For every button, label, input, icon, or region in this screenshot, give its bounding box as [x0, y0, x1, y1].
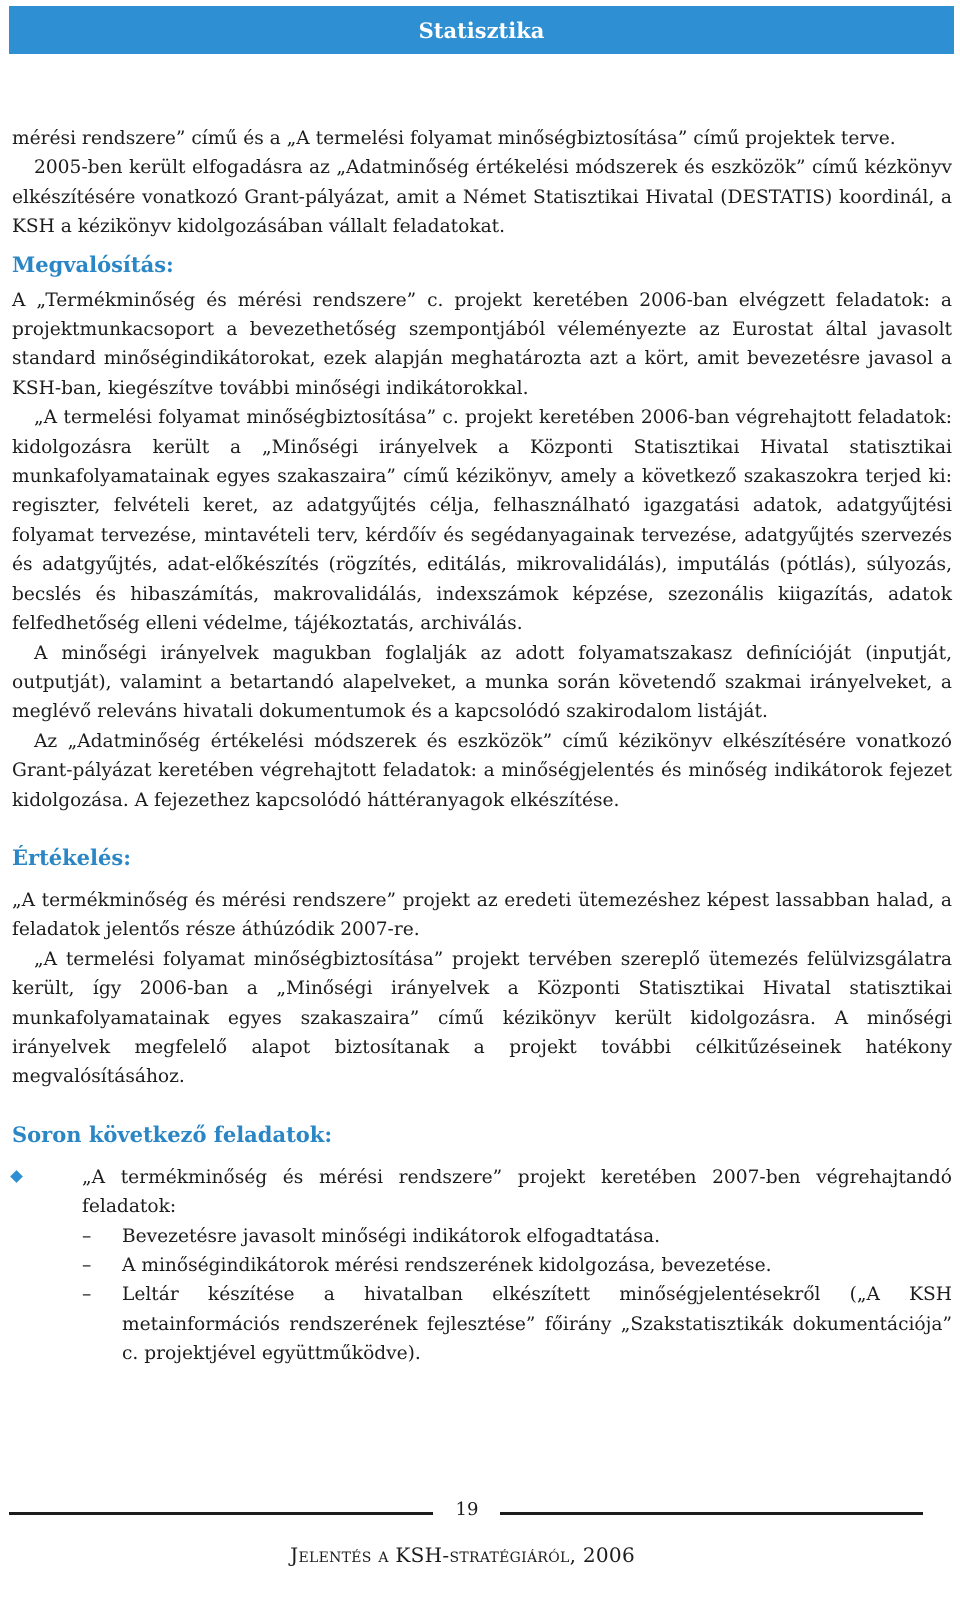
ertekeles-paragraph-2: „A termelési folyamat minőségbiztosítása” projekt tervében szereplő ütemezés felülvizsgálatra került, így 2006-ban a „Minőségi irányelvek a Központi Statisztikai Hivatal statisztikai munkafolyamatainak egyes szakaszaira” című kézikönyv került kidolgozásra. A minőségi irányelvek megfelelő alapot biztosítanak a projekt további célkitűzéseinek hatékony megvalósításához. — [12, 948, 952, 1088]
dash-marker: – — [82, 1284, 92, 1306]
subtask-item — [82, 1251, 952, 1280]
subtask-item — [82, 1222, 952, 1251]
dash-marker: – — [82, 1225, 92, 1247]
megvalositas-paragraph-1: A „Termékminőség és mérési rendszere” c. projekt keretében 2006-ban elvégzett feladatok: a projektmunkacsoport a bevezethetőség szempontjából véleményezte az Eurostat által javasolt standard minőségindikátorokat, ezek alapján meghatározta azt a kört, amit bevezetésre javasol a KSH-ban, kiegészítve további minőségi indikátorokkal. — [12, 289, 952, 399]
footer-rule-right — [500, 1512, 923, 1515]
task-sublist — [82, 1222, 952, 1369]
main-content — [12, 124, 952, 1369]
task-bullet — [12, 1163, 952, 1369]
diamond-bullet-icon — [10, 1170, 23, 1183]
heading-ertekeles: Értékelés: — [12, 844, 131, 870]
subtask-text: Bevezetésre javasolt minőségi indikátorok elfogadtatása. — [122, 1225, 660, 1247]
page-number: 19 — [455, 1499, 479, 1520]
footer-rule-left — [9, 1512, 433, 1515]
megvalositas-paragraph-3: A minőségi irányelvek magukban foglalják az adott folyamatszakasz definícióját (inputját, outputját), valamint a betartandó alapelveket, a munka során követendő szakmai irányelveket, a meglévő releváns hivatali dokumentumok és a kapcsolódó szakirodalom listáját. — [12, 642, 952, 723]
subtask-item — [82, 1280, 952, 1368]
heading-soron-kovetkezo: Soron következő feladatok: — [12, 1121, 333, 1147]
megvalositas-paragraph-2: „A termelési folyamat minőségbiztosítása” c. projekt keretében 2006-ban végrehajtott feladatok: kidolgozásra került a „Minőségi irányelvek a Központi Statisztikai Hivatal statisztikai munkafolyamatainak egyes szakaszaira” című kézikönyv, amely a következő szakaszokra terjed ki: regiszter, felvételi keret, az adatgyűjtés célja, felhasználható igazgatási adatok, adatgyűjtési folyamat tervezése, mintavételi terv, kérdőív és segédanyagainak tervezése, adatgyűjtés szervezés és adatgyűjtés, adat-előkészítés (rögzítés, editálás, mikrovalidálás), imputálás (pótlás), súlyozás, becslés és hibaszámítás, makrovalidálás, indexszámok képzése, szezonális kiigazítás, adatok felfedhetőség elleni védelme, tájékoztatás, archiválás. — [12, 407, 952, 635]
footer-title: Jelentés a KSH-stratégiáról, 2006 — [290, 1543, 635, 1567]
megvalositas-paragraph-4: Az „Adatminőség értékelési módszerek és eszközök” című kézikönyv elkészítésére vonatkozó Grant-pályázat keretében végrehajtott feladatok: a minőségjelentés és minőség indikátorok fejezet kidolgozása. A fejezethez kapcsolódó háttéranyagok elkészítése. — [12, 730, 952, 811]
subtask-text: Leltár készítése a hivatalban elkészített minőségjelentésekről („A KSH metainformációs rendszerének fejlesztése” főirány „Szakstatisztikák dokumentációja” c. projektjével együttműködve). — [122, 1284, 952, 1365]
task-list — [12, 1163, 952, 1369]
intro-paragraph-2: 2005-ben került elfogadásra az „Adatminőség értékelési módszerek és eszközök” című kézkönyv elkészítésére vonatkozó Grant-pályázat, amit a Német Statisztikai Hivatal (DESTATIS) koordinál, a KSH a kézikönyv kidolgozásában vállalt feladatokat. — [12, 157, 952, 238]
dash-marker: – — [82, 1255, 92, 1276]
subtask-text: A minőségindikátorok mérési rendszerének kidolgozása, bevezetése. — [122, 1255, 772, 1276]
intro-paragraph-1: mérési rendszere” című és a „A termelési folyamat minőségbiztosítása” című projektek terve. — [12, 128, 896, 149]
ertekeles-paragraph-1: „A termékminőség és mérési rendszere” projekt az eredeti ütemezéshez képest lassabban halad, a feladatok jelentős része áthúzódik 2007-re. — [12, 889, 952, 941]
heading-megvalositas: Megvalósítás: — [12, 251, 174, 277]
header-bar — [9, 6, 954, 54]
task-bullet-text: „A termékminőség és mérési rendszere” projekt keretében 2007-ben végrehajtandó feladatok: — [82, 1166, 952, 1218]
header-title: Statisztika — [418, 17, 545, 43]
